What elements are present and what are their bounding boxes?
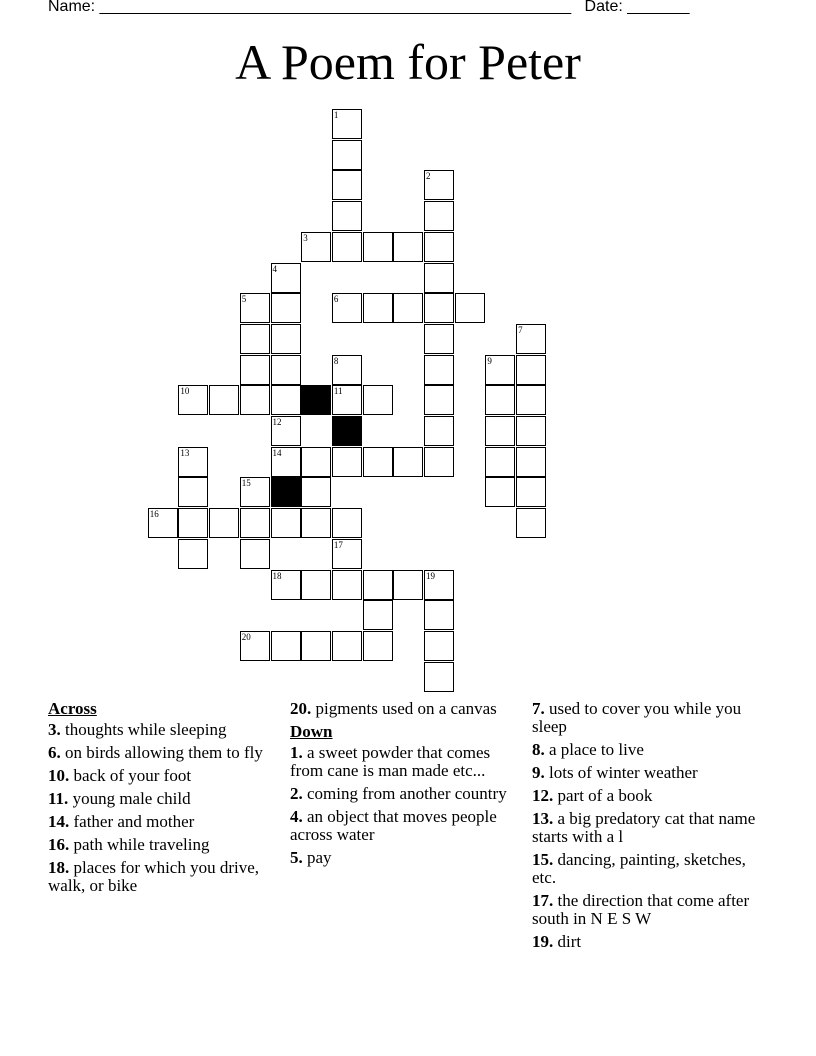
grid-cell[interactable] [393, 232, 423, 262]
cell-number: 13 [180, 447, 190, 458]
cell-number: 4 [272, 263, 277, 274]
clue-number: 16. [48, 835, 70, 854]
grid-cell[interactable] [178, 447, 208, 477]
black-square [271, 477, 301, 507]
black-square [332, 416, 362, 446]
down-clue [290, 808, 512, 844]
grid-cell[interactable] [516, 324, 546, 354]
across-clue [48, 859, 270, 895]
cell-number: 7 [518, 324, 523, 335]
clue-number: 7. [532, 699, 545, 718]
grid-cell[interactable] [332, 570, 362, 600]
clue-number: 3. [48, 720, 61, 739]
clue-text: used to cover you while you sleep [532, 699, 742, 736]
clue-number: 19. [532, 932, 554, 951]
cell-number: 10 [180, 386, 190, 397]
clue-text: the direction that come after south in N E S W [532, 891, 750, 928]
clue-number: 10. [48, 766, 70, 785]
grid-cell[interactable] [271, 263, 301, 293]
grid-cell[interactable] [516, 447, 546, 477]
grid-cell[interactable] [271, 508, 301, 538]
grid-cell[interactable] [178, 539, 208, 569]
date-blank[interactable]: _______ [627, 0, 690, 15]
grid-cell[interactable] [209, 508, 239, 538]
grid-cell[interactable] [485, 355, 515, 385]
clue-number: 12. [532, 786, 554, 805]
clue-text: path while traveling [73, 835, 210, 854]
grid-cell[interactable] [363, 631, 393, 661]
grid-cell[interactable] [332, 232, 362, 262]
grid-cell[interactable] [240, 293, 270, 323]
cell-number: 8 [333, 355, 339, 366]
cell-number: 20 [241, 631, 251, 642]
grid-cell[interactable] [363, 293, 393, 323]
across-clue [48, 721, 270, 739]
down-clue [532, 700, 772, 736]
grid-cell[interactable] [424, 232, 454, 262]
grid-cell[interactable] [332, 631, 362, 661]
grid-cell[interactable] [424, 324, 454, 354]
grid-cell[interactable] [240, 508, 270, 538]
grid-cell[interactable] [178, 508, 208, 538]
clue-text: a big predatory cat that name starts with a l [532, 809, 756, 846]
grid-cell[interactable] [332, 293, 362, 323]
grid-cell[interactable] [301, 631, 331, 661]
grid-cell[interactable] [240, 324, 270, 354]
grid-cell[interactable] [178, 477, 208, 507]
clue-number: 11. [48, 789, 69, 808]
down-clue [532, 741, 772, 759]
cell-number: 11 [333, 386, 343, 397]
name-label: Name: [48, 0, 96, 15]
cell-number: 15 [241, 478, 251, 489]
grid-cell[interactable] [240, 631, 270, 661]
grid-cell[interactable] [424, 631, 454, 661]
cell-number: 1 [333, 110, 339, 120]
across-clue [48, 813, 270, 831]
cell-number: 2 [426, 171, 431, 182]
clue-text: a sweet powder that comes from cane is man made etc... [290, 743, 491, 780]
grid-cell[interactable] [271, 355, 301, 385]
clue-column-3 [532, 700, 772, 956]
grid-cell[interactable] [363, 600, 393, 630]
grid-cell[interactable] [424, 170, 454, 200]
grid-cell[interactable] [485, 416, 515, 446]
grid-cell[interactable] [516, 508, 546, 538]
grid-cell[interactable] [332, 539, 362, 569]
clue-text: lots of winter weather [549, 763, 698, 782]
grid-cell[interactable] [178, 385, 208, 415]
grid-cell[interactable] [393, 293, 423, 323]
grid-cell[interactable] [332, 170, 362, 200]
grid-cell[interactable] [424, 385, 454, 415]
clue-number: 2. [290, 784, 303, 803]
grid-cell[interactable] [363, 232, 393, 262]
down-clue [532, 933, 772, 951]
grid-cell[interactable] [332, 201, 362, 231]
grid-cell[interactable] [424, 355, 454, 385]
cell-number: 5 [241, 294, 247, 305]
clue-number: 1. [290, 743, 303, 762]
grid-cell[interactable] [301, 477, 331, 507]
grid-cell[interactable] [516, 416, 546, 446]
clue-column-2 [290, 700, 512, 872]
clue-number: 20. [290, 699, 312, 718]
grid-cell[interactable] [271, 447, 301, 477]
black-square [301, 385, 331, 415]
grid-cell[interactable] [424, 447, 454, 477]
grid-cell[interactable] [301, 232, 331, 262]
clue-text: pigments used on a canvas [315, 699, 497, 718]
clue-number: 17. [532, 891, 554, 910]
cell-number: 17 [333, 539, 343, 550]
clue-number: 4. [290, 807, 303, 826]
grid-cell[interactable] [148, 508, 178, 538]
grid-cell[interactable] [455, 293, 485, 323]
grid-cell[interactable] [332, 140, 362, 170]
clue-text: places for which you drive, walk, or bike [48, 858, 260, 895]
down-clue [290, 785, 512, 803]
clue-text: on birds allowing them to fly [65, 743, 263, 762]
grid-cell[interactable] [363, 385, 393, 415]
across-clue [48, 790, 270, 808]
cell-number: 19 [426, 570, 435, 581]
grid-cell[interactable] [516, 385, 546, 415]
clue-text: dirt [557, 932, 582, 951]
clue-text: part of a book [557, 786, 653, 805]
clue-text: a place to live [549, 740, 644, 759]
grid-cell[interactable] [301, 508, 331, 538]
clue-number: 18. [48, 858, 70, 877]
down-heading: Down [290, 722, 333, 741]
grid-cell[interactable] [271, 293, 301, 323]
grid-cell[interactable] [424, 600, 454, 630]
clue-number: 14. [48, 812, 70, 831]
clue-text: pay [307, 848, 332, 867]
clue-number: 9. [532, 763, 545, 782]
grid-cell[interactable] [240, 477, 270, 507]
grid-cell[interactable] [240, 385, 270, 415]
grid-cell[interactable] [424, 662, 454, 692]
name-blank[interactable]: _____________________________________________________ [99, 0, 572, 15]
clue-number: 13. [532, 809, 554, 828]
across-clue [48, 836, 270, 854]
clue-text: back of your foot [73, 766, 192, 785]
down-clue [532, 810, 772, 846]
down-clue [290, 744, 512, 780]
grid-cell[interactable] [332, 355, 362, 385]
clue-number: 15. [532, 850, 554, 869]
grid-cell[interactable] [424, 293, 454, 323]
grid-cell[interactable] [332, 109, 362, 139]
grid-cell[interactable] [363, 570, 393, 600]
down-clue [290, 849, 512, 867]
cell-number: 6 [333, 294, 339, 305]
grid-cell[interactable] [332, 447, 362, 477]
page-title: A Poem for Peter [235, 34, 581, 90]
down-clue [532, 851, 772, 887]
clue-text: coming from another country [307, 784, 507, 803]
down-clue [532, 892, 772, 928]
cell-number: 18 [272, 570, 282, 581]
grid-cell[interactable] [240, 539, 270, 569]
cell-number: 9 [487, 355, 492, 366]
grid-cell[interactable] [485, 447, 515, 477]
grid-cell[interactable] [271, 324, 301, 354]
clue-number: 8. [532, 740, 545, 759]
grid-cell[interactable] [271, 570, 301, 600]
clue-text: young male child [72, 789, 191, 808]
grid-cell[interactable] [516, 355, 546, 385]
grid-cell[interactable] [240, 355, 270, 385]
grid-cell[interactable] [271, 416, 301, 446]
clue-number: 6. [48, 743, 61, 762]
grid-cell[interactable] [516, 477, 546, 507]
clue-column-1 [48, 700, 270, 900]
cell-number: 3 [303, 232, 308, 243]
grid-cell[interactable] [424, 263, 454, 293]
grid-cell[interactable] [424, 416, 454, 446]
across-clue [48, 744, 270, 762]
across-clue [48, 767, 270, 785]
grid-cell[interactable] [393, 447, 423, 477]
grid-cell[interactable] [271, 385, 301, 415]
grid-cell[interactable] [485, 385, 515, 415]
grid-cell[interactable] [209, 385, 239, 415]
down-clue [532, 764, 772, 782]
grid-cell[interactable] [332, 508, 362, 538]
cell-number: 14 [272, 447, 282, 458]
grid-cell[interactable] [485, 477, 515, 507]
across-clue [290, 700, 512, 718]
down-clue [532, 787, 772, 805]
grid-cell[interactable] [301, 447, 331, 477]
clue-text: father and mother [73, 812, 195, 831]
clue-text: thoughts while sleeping [65, 720, 227, 739]
grid-cell[interactable] [271, 631, 301, 661]
cell-number: 12 [272, 417, 282, 427]
grid-cell[interactable] [393, 570, 423, 600]
clue-number: 5. [290, 848, 303, 867]
grid-cell[interactable] [332, 385, 362, 415]
date-label: Date: [584, 0, 623, 15]
grid-cell[interactable] [301, 570, 331, 600]
grid-cell[interactable] [424, 570, 454, 600]
across-heading: Across [48, 699, 97, 718]
cell-number: 16 [149, 509, 159, 520]
grid-cell[interactable] [363, 447, 393, 477]
clue-text: an object that moves people across water [290, 807, 497, 844]
clue-text: dancing, painting, sketches, etc. [532, 850, 746, 887]
grid-cell[interactable] [424, 201, 454, 231]
